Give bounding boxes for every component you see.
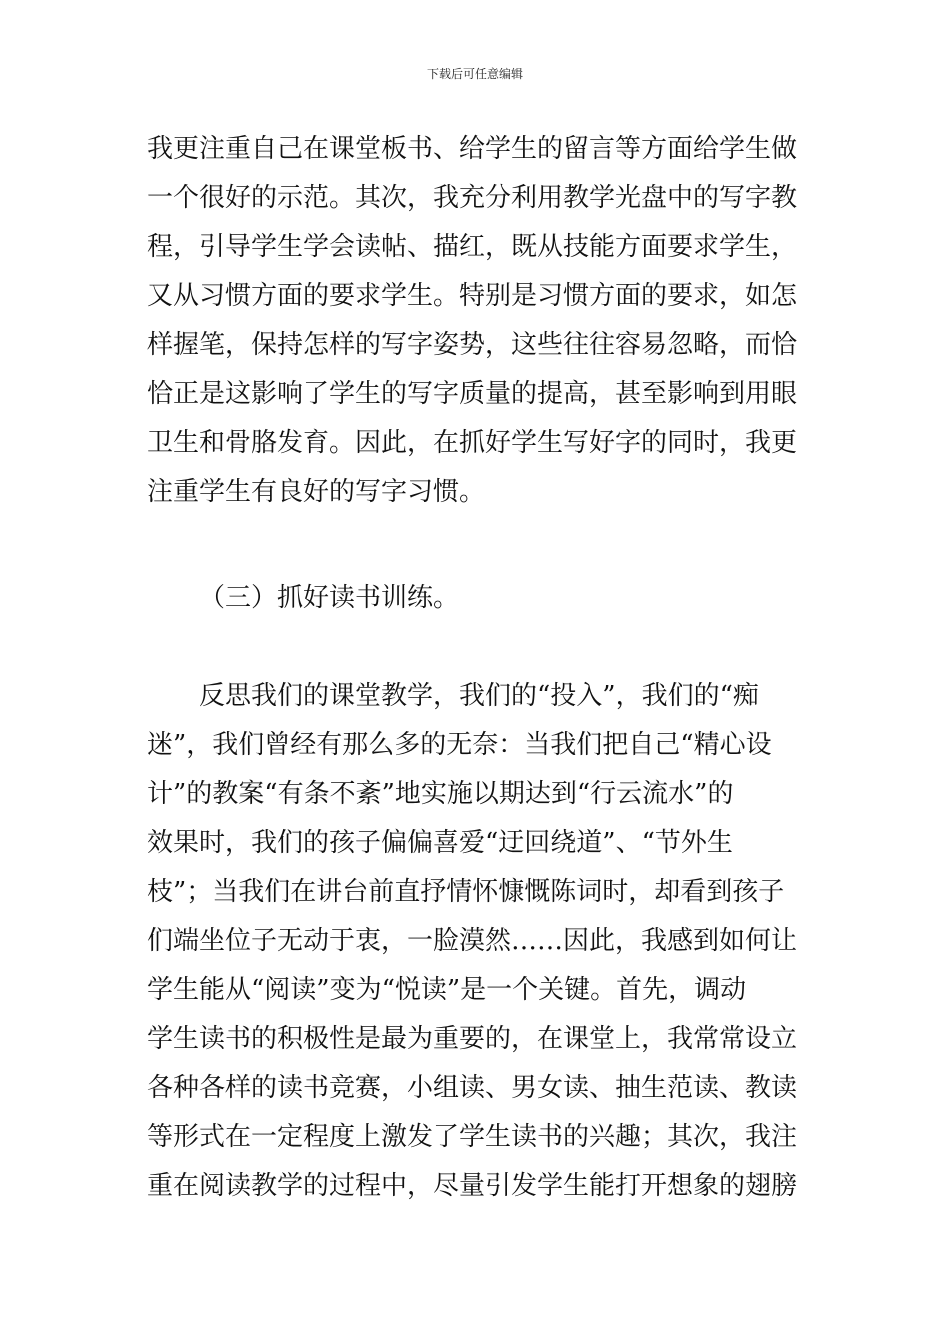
text-line: 卫生和骨胳发育。因此，在抓好学生写好字的同时，我更 bbox=[147, 428, 798, 458]
text-line: 恰正是这影响了学生的写字质量的提高，甚至影响到用眼 bbox=[147, 379, 798, 409]
text-line: 重在阅读教学的过程中，尽量引发学生能打开想象的翅膀 bbox=[147, 1171, 798, 1201]
text-line: 又从习惯方面的要求学生。特别是习惯方面的要求，如怎 bbox=[147, 281, 798, 311]
paragraph-reading-training bbox=[147, 672, 807, 1211]
text-line: 各种各样的读书竞赛，小组读、男女读、抽生范读、教读 bbox=[147, 1073, 798, 1103]
text-line: 一个很好的示范。其次，我充分利用教学光盘中的写字教 bbox=[147, 183, 798, 213]
text-line: 样握笔，保持怎样的写字姿势，这些往往容易忽略，而恰 bbox=[147, 330, 798, 360]
text-line: 迷”，我们曾经有那么多的无奈：当我们把自己“精心设 bbox=[147, 730, 772, 760]
page-header: 下载后可任意编辑 bbox=[426, 67, 523, 81]
text-line: 学生读书的积极性是最为重要的，在课堂上，我常常设立 bbox=[147, 1024, 798, 1054]
text-line: 效果时，我们的孩子偏偏喜爱“迂回绕道”、“节外生 bbox=[147, 828, 733, 858]
text-line: 等形式在一定程度上激发了学生读书的兴趣；其次，我注 bbox=[147, 1122, 798, 1152]
section-heading-text: （三）抓好读书训练。 bbox=[199, 583, 460, 613]
text-line: 计”的教案“有条不紊”地实施以期达到“行云流水”的 bbox=[147, 779, 734, 809]
text-line: 们端坐位子无动于衷，一脸漠然……因此，我感到如何让 bbox=[147, 926, 798, 956]
text-line: 注重学生有良好的写字习惯。 bbox=[147, 477, 486, 507]
text-line: 枝”；当我们在讲台前直抒情怀慷慨陈词时，却看到孩子 bbox=[147, 877, 785, 907]
text-line: 反思我们的课堂教学，我们的“投入”，我们的“痴 bbox=[199, 681, 759, 711]
paragraph-continuation bbox=[147, 125, 807, 517]
text-line: 学生能从“阅读”变为“悦读”是一个关键。首先，调动 bbox=[147, 975, 747, 1005]
text-line: 我更注重自己在课堂板书、给学生的留言等方面给学生做 bbox=[147, 134, 798, 164]
section-heading bbox=[147, 574, 807, 623]
text-line: 程，引导学生学会读帖、描红，既从技能方面要求学生， bbox=[147, 232, 798, 262]
